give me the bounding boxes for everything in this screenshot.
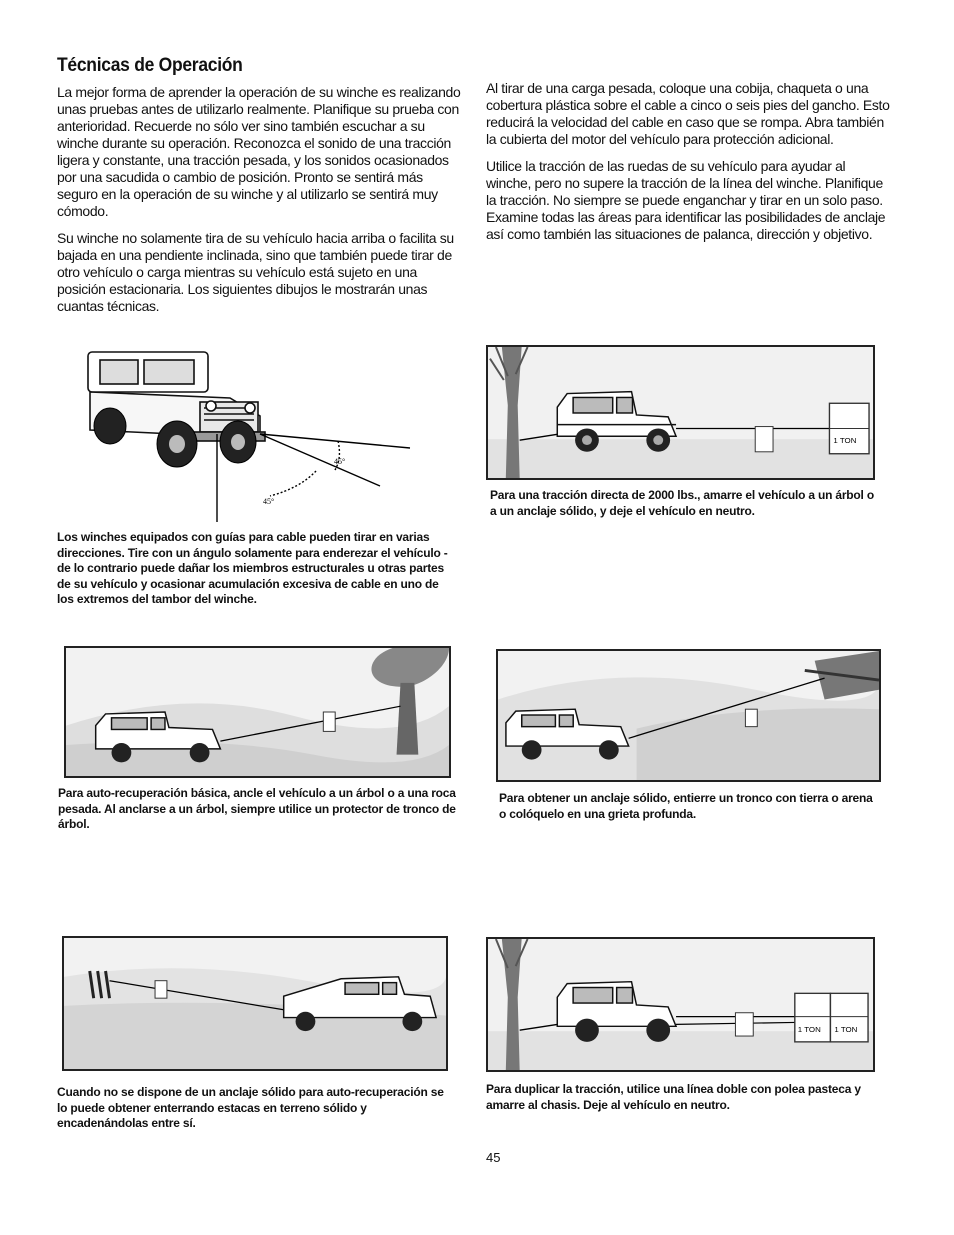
- stakes-illustration: [64, 938, 446, 1069]
- figure-caption: Para una tracción directa de 2000 lbs., amarre el vehículo a un árbol o a un anclaje sólido, y deje el vehículo en neutro.: [490, 488, 874, 518]
- figure-caption: Los winches equipados con guías para cable pueden tirar en varias direcciones. Tire con un ángulo solamente para enderezar el vehículo - de lo contrario puede dañar los miembros estructurales u otras partes de su vehículo y ocasionar acumulación excesiva de cable en uno de los extremos del tambor del winche.: [57, 530, 448, 606]
- self-recovery-illustration: [66, 648, 449, 776]
- double-line-illustration: [488, 939, 873, 1070]
- box-label: 1 TON: [834, 1025, 858, 1035]
- angle-label: 45°: [334, 457, 346, 466]
- figure-tree-self-recovery: [64, 646, 451, 778]
- page-title: Técnicas de Operación: [57, 55, 243, 76]
- figure-caption: Cuando no se dispone de un anclaje sólido para auto-recuperación se lo puede obtener enterrando estacas en terreno sólido y encadenándolas entre sí.: [57, 1085, 444, 1130]
- left-column-text: [57, 84, 467, 325]
- figure-buried-log-anchor: [496, 649, 881, 782]
- figure-jeep-cable-angles: [80, 346, 415, 524]
- paragraph: Al tirar de una carga pesada, coloque una cobija, chaqueta o una cobertura plástica sobre el cable a cinco o seis pies del gancho. Esto reducirá la velocidad del cable en caso que se rompa. Abra también la cubierta del motor del vehículo para protección adicional.: [486, 80, 890, 147]
- figure-double-line-pulley: [486, 937, 875, 1072]
- figure-caption: Para auto-recuperación básica, ancle el vehículo a un árbol o a una roca pesada. Al anclarse a un árbol, siempre utilice un protector de tronco de árbol.: [58, 786, 456, 831]
- buried-log-illustration: [498, 651, 879, 780]
- paragraph: Utilice la tracción de las ruedas de su vehículo para ayudar al winche, pero no supere la tracción de la línea del winche. Planifique la tracción. No siempre se puede enganchar y tirar en un solo paso. Examine todas las áreas para identificar las posibilidades de anclaje así como también las situaciones de palanca, dirección y objetivo.: [486, 158, 886, 242]
- paragraph: Su winche no solamente tira de su vehículo hacia arriba o facilita su bajada en una pendiente inclinada, sino que también puede tirar de otro vehículo o carga mientras su vehículo está sujeto en una posición estacionaria. Los siguientes dibujos le mostrarán unas cuantas técnicas.: [57, 230, 454, 314]
- figure-tree-anchor-pull: [486, 345, 875, 480]
- angle-label: 45°: [263, 497, 275, 506]
- page-number: 45: [486, 1150, 501, 1165]
- tree-pull-illustration: [488, 347, 873, 478]
- box-label: 1 TON: [797, 1025, 821, 1035]
- box-label: 1 TON: [833, 436, 857, 446]
- figure-buried-stakes: [62, 936, 448, 1071]
- figure-caption: Para duplicar la tracción, utilice una línea doble con polea pasteca y amarre al chasis. Deje al vehículo en neutro.: [486, 1082, 861, 1112]
- paragraph: La mejor forma de aprender la operación de su winche es realizando unas pruebas antes de utilizarlo realmente. Planifique su prueba con anterioridad. Recuerde no sólo ver sino también escuchar a su winche durante su operación. Reconozca el sonido de una tracción ligera y constante, una tracción pesada, y los sonidos ocasionados por una sacudida o cambio de posición. Pronto se sentirá más seguro en la operación de su winche y al utilizarlo se sentirá muy cómodo.: [57, 84, 461, 219]
- right-column-text: [486, 80, 892, 253]
- figure-caption: Para obtener un anclaje sólido, entierre un tronco con tierra o arena o colóquelo en una grieta profunda.: [499, 791, 873, 821]
- jeep-angle-illustration: [80, 346, 415, 524]
